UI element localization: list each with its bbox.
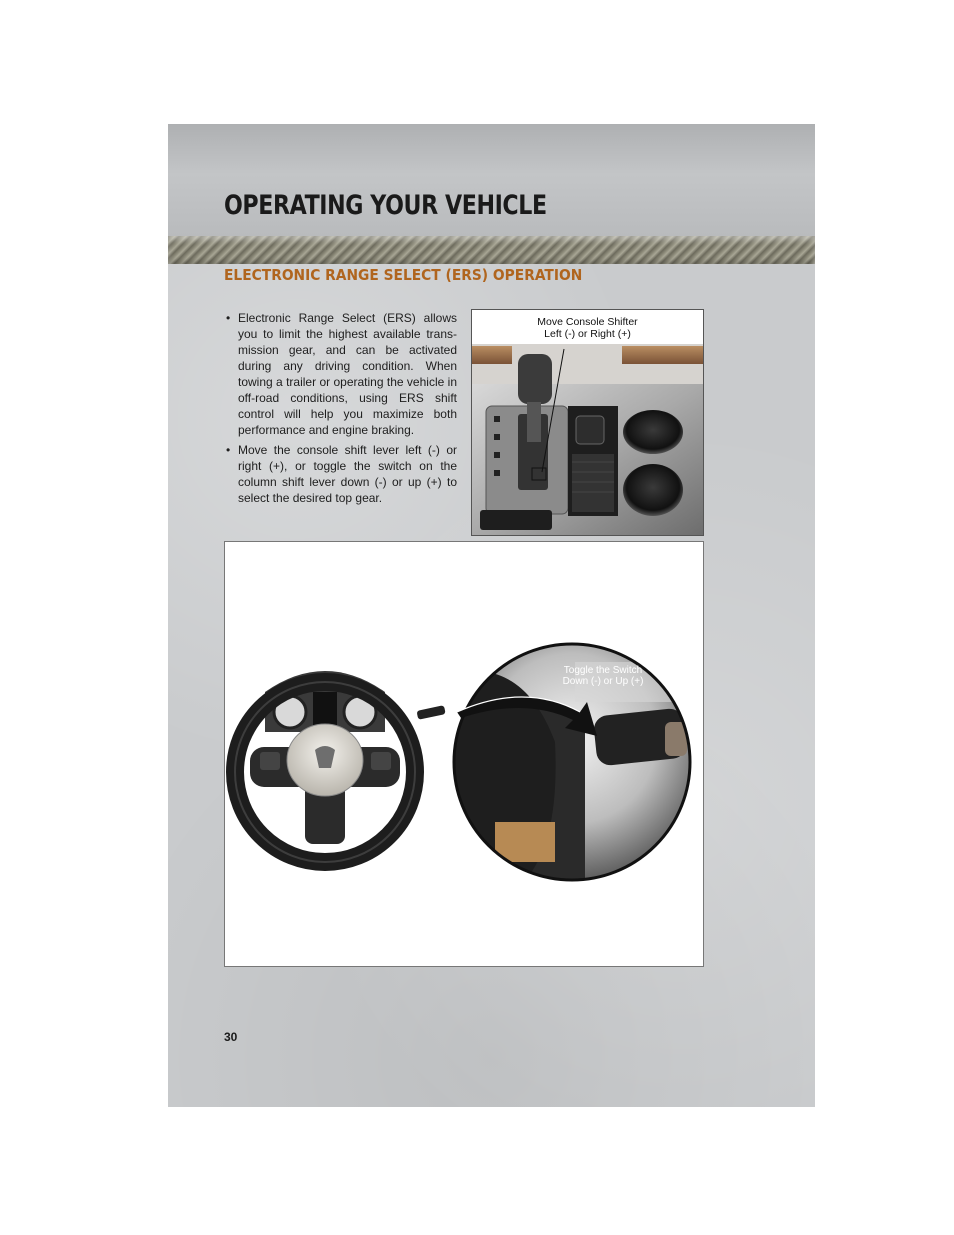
wheel-caption-line2: Down (-) or Up (+) [562, 676, 644, 687]
wheel-caption-line1: Toggle the Switch [563, 665, 643, 676]
bullet-marker: • [226, 443, 231, 457]
bullet-marker: • [226, 311, 231, 325]
wheel-figure-caption [543, 665, 663, 687]
section-title: ELECTRONIC RANGE SELECT (ERS) OPERATION [224, 266, 583, 284]
steering-wheel-photo [225, 542, 703, 966]
bullet-item [224, 310, 457, 438]
bullet-item [224, 442, 457, 506]
bullet-list [224, 310, 457, 510]
console-figure-caption [472, 316, 703, 340]
bullet-text: Electronic Range Select (ERS) allows you to limit the highest available trans-mission gear, and can be activated during any driving condition. When towing a trailer or operating the vehicle in off-road conditions, using ERS shift control will help you maximize both performance and engine braking. [238, 311, 457, 437]
console-caption-line2: Left (-) or Right (+) [544, 328, 631, 340]
manual-page [168, 124, 815, 1107]
steering-wheel-figure [224, 541, 704, 967]
bullet-text: Move the console shift lever left (-) or right (+), or toggle the switch on the column shift lever down (-) or up (+) to select the desired top gear. [238, 443, 457, 505]
page-number: 30 [224, 1030, 238, 1044]
console-caption-line1: Move Console Shifter [537, 316, 638, 328]
console-photo [472, 344, 703, 535]
header-stripe [168, 236, 815, 264]
console-shifter-figure [471, 309, 704, 536]
page-title: OPERATING YOUR VEHICLE [224, 190, 547, 221]
